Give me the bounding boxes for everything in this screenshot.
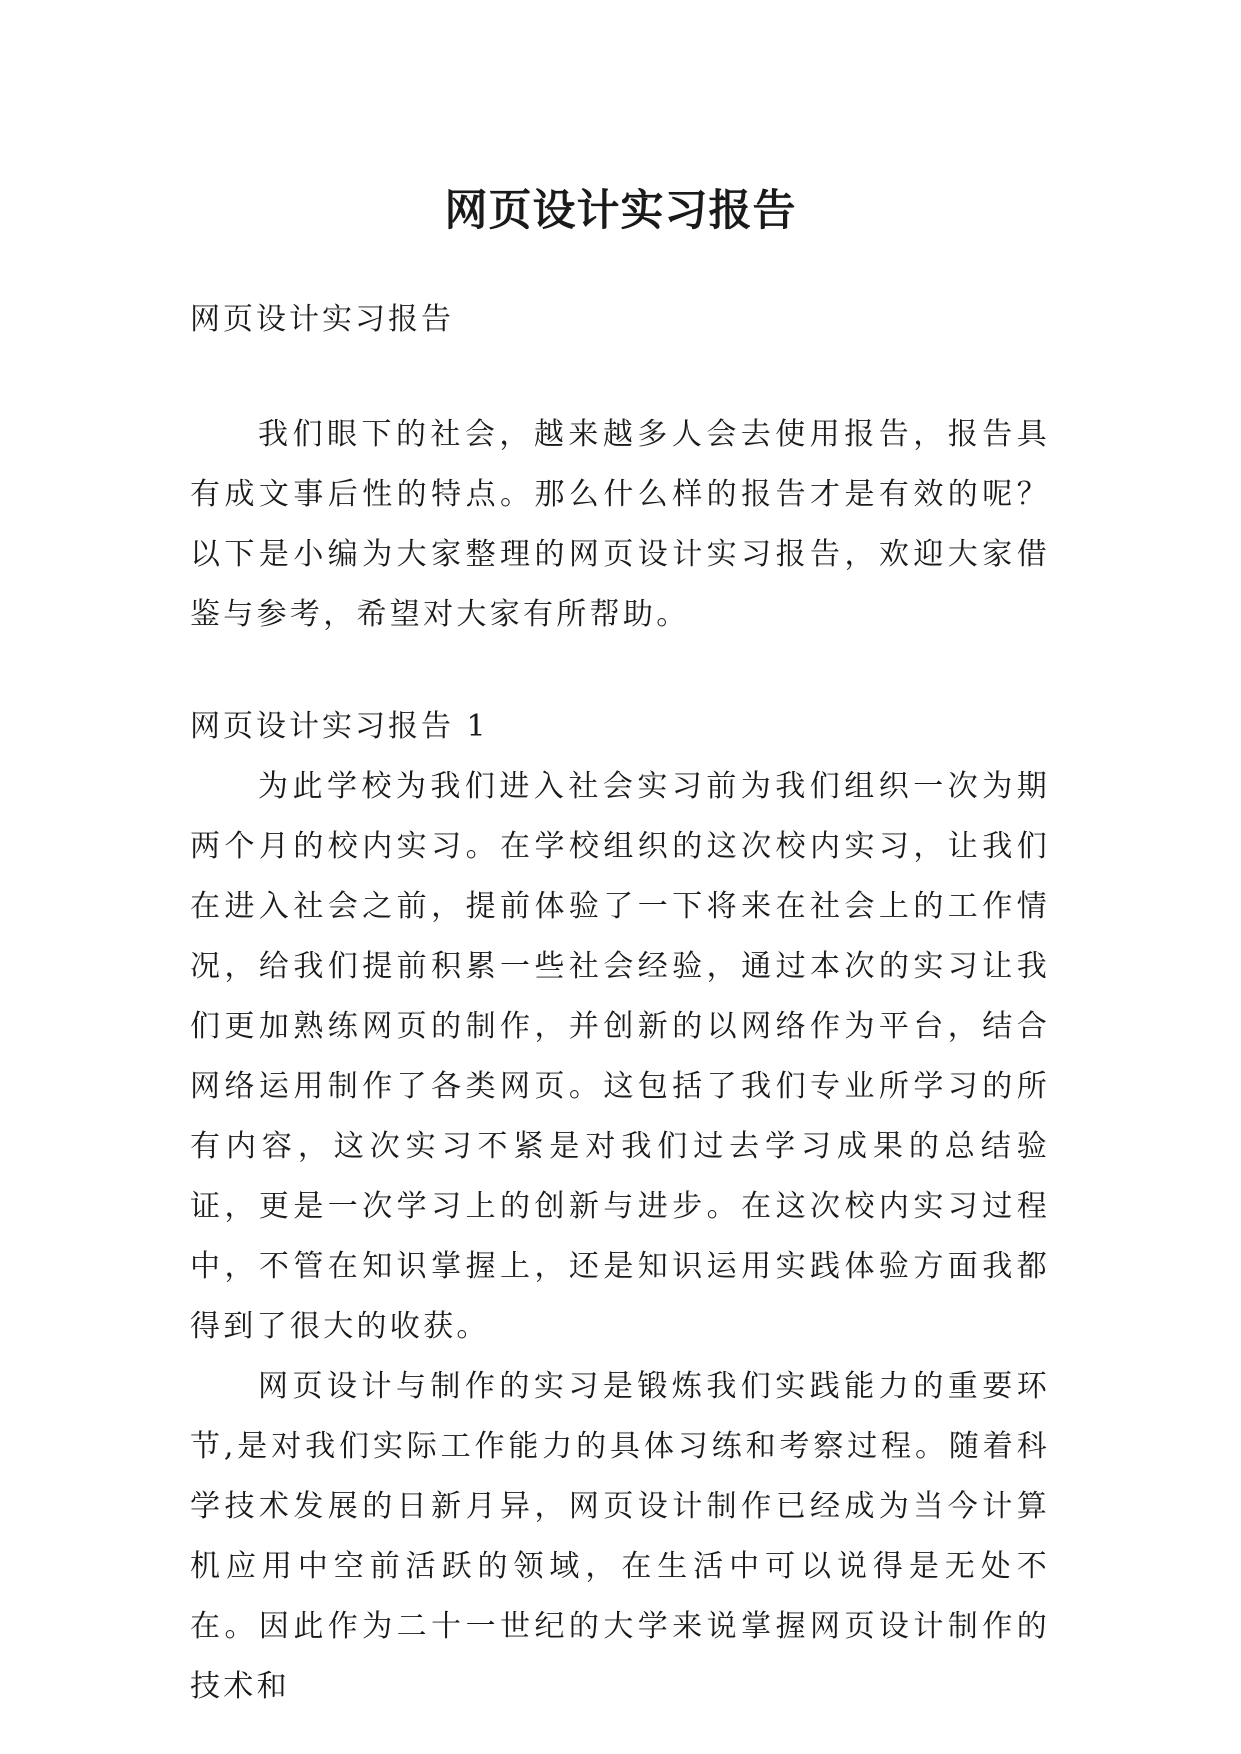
- intro-paragraph: 我们眼下的社会，越来越多人会去使用报告，报告具有成文事后性的特点。那么什么样的报告才是有效的呢？以下是小编为大家整理的网页设计实习报告，欢迎大家借鉴与参考，希望对大家有所帮助。: [190, 417, 1050, 632]
- document-title: 网页设计实习报告: [444, 185, 797, 236]
- section-heading: 网页设计实习报告 1: [190, 709, 489, 744]
- body-paragraph-2: 网页设计与制作的实习是锻炼我们实践能力的重要环节,是对我们实际工作能力的具体习练和考察过程。随着科学技术发展的日新月异，网页设计制作已经成为当今计算机应用中空前活跃的领域，在生活中可以说得是无处不在。因此作为二十一世纪的大学来说掌握网页设计制作的技术和: [190, 1369, 1050, 1704]
- body-paragraph-1: 为此学校为我们进入社会实习前为我们组织一次为期两个月的校内实习。在学校组织的这次校内实习，让我们在进入社会之前，提前体验了一下将来在社会上的工作情况，给我们提前积累一些社会经验，通过本次的实习让我们更加熟练网页的制作，并创新的以网络作为平台，结合网络运用制作了各类网页。这包括了我们专业所学习的所有内容，这次实习不紧是对我们过去学习成果的总结验证，更是一次学习上的创新与进步。在这次校内实习过程中，不管在知识掌握上，还是知识运用实践体验方面我都得到了很大的收获。: [190, 769, 1050, 1344]
- document-subtitle: 网页设计实习报告: [190, 302, 454, 337]
- document-body: [190, 290, 1050, 1717]
